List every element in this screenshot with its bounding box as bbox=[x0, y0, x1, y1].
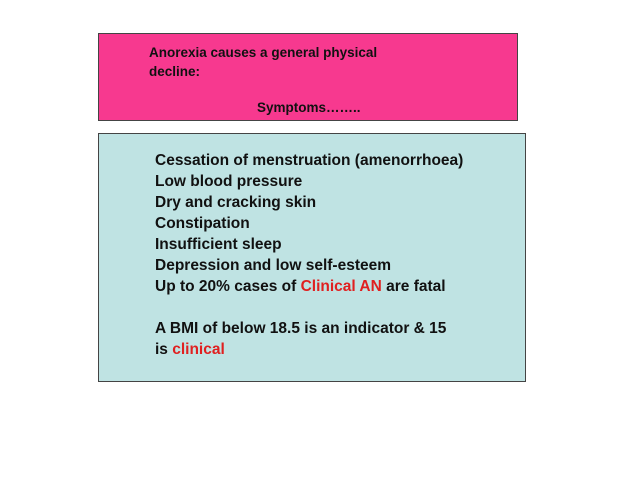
bmi-highlight: clinical bbox=[172, 341, 225, 358]
symptom-item: Depression and low self-esteem bbox=[155, 257, 392, 274]
header-line-1: Anorexia causes a general physical bbox=[149, 45, 378, 60]
symptom-item: Insufficient sleep bbox=[155, 236, 282, 253]
fatality-highlight: Clinical AN bbox=[300, 278, 382, 295]
header-line-2: decline: bbox=[149, 64, 201, 79]
header-box bbox=[98, 33, 518, 121]
header-subtitle: Symptoms…….. bbox=[257, 100, 361, 115]
symptom-item: Cessation of menstruation (amenorrhoea) bbox=[155, 152, 464, 169]
symptom-item: Low blood pressure bbox=[155, 173, 303, 190]
bmi-line-2 bbox=[155, 340, 225, 360]
fatality-line bbox=[155, 277, 446, 297]
symptom-item: Constipation bbox=[155, 215, 250, 232]
bmi-text-before: is bbox=[155, 341, 173, 358]
symptom-item: Dry and cracking skin bbox=[155, 194, 317, 211]
symptoms-box bbox=[98, 133, 526, 382]
fatality-text-before: Up to 20% cases of bbox=[155, 278, 301, 295]
bmi-line-1: A BMI of below 18.5 is an indicator & 15 bbox=[155, 320, 447, 337]
fatality-text-after: are fatal bbox=[381, 278, 446, 295]
